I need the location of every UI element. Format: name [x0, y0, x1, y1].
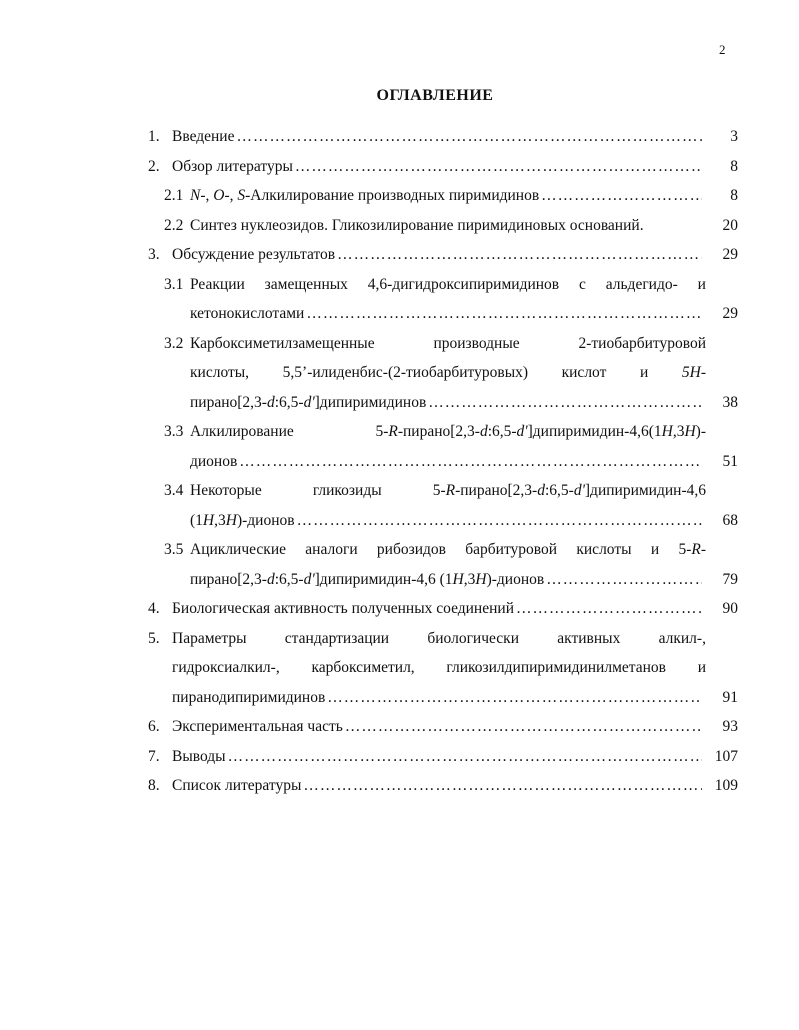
toc-entry-title: Выводы [172, 747, 226, 765]
dot-leader [303, 777, 702, 795]
toc-entry-page: 20 [722, 216, 738, 234]
toc-entry-title: Обзор литературы [172, 157, 293, 175]
toc-entry-5-cont2[interactable] [148, 689, 738, 719]
toc-entry-number: 3.1 [164, 275, 184, 293]
toc-entry-page: 109 [714, 777, 738, 794]
toc-entry-3[interactable] [148, 246, 738, 276]
toc-entry-2[interactable] [148, 158, 738, 188]
toc-entry-title: Алкилирование 5-R-пирано[2,3-d:6,5-d']дипиримидин-4,6(1H,3H)- [190, 423, 706, 440]
toc-entry-title-cont: кетонокислотами [190, 305, 305, 322]
dot-leader [295, 158, 702, 176]
toc-entry-number: 3. [148, 246, 160, 263]
table-of-contents [148, 128, 738, 807]
toc-entry-number: 5. [148, 629, 160, 647]
toc-entry-3-3[interactable] [148, 423, 738, 453]
toc-entry-title: Некоторые гликозиды 5-R-пирано[2,3-d:6,5-d']дипиримидин-4,6 [190, 482, 706, 499]
toc-entry-title-cont: пирано[2,3-d:6,5-d']дипиримидинов [190, 393, 427, 411]
toc-entry-number: 8. [148, 777, 160, 794]
toc-entry-3-2-cont2[interactable] [148, 394, 738, 424]
dot-leader [345, 718, 702, 736]
dot-leader [428, 394, 702, 412]
toc-entry-title: Реакции замещенных 4,6-дигидроксипиримидинов с альдегидо- и [190, 275, 706, 293]
toc-entry-number: 3.3 [164, 423, 184, 440]
toc-entry-number: 3.2 [164, 334, 184, 352]
toc-entry-page: 68 [722, 511, 738, 529]
toc-entry-3-2-cont[interactable] [148, 364, 738, 394]
toc-entry-3-5-cont[interactable] [148, 571, 738, 601]
toc-entry-3-4[interactable] [148, 482, 738, 512]
toc-entry-5-cont[interactable] [148, 659, 738, 689]
toc-entry-2-1[interactable] [148, 187, 738, 217]
dot-leader [541, 187, 702, 205]
toc-entry-title: Биологическая активность полученных соединений [172, 600, 514, 617]
toc-entry-title: Введение [172, 128, 235, 145]
page-title: ОГЛАВЛЕНИЕ [376, 87, 494, 104]
toc-entry-number: 7. [148, 747, 160, 765]
toc-entry-page: 38 [722, 393, 738, 411]
toc-entry-title: Экспериментальная часть [172, 718, 343, 735]
toc-entry-6[interactable] [148, 718, 738, 748]
toc-entry-3-3-cont[interactable] [148, 453, 738, 483]
toc-entry-title-cont: (1H,3H)-дионов [190, 511, 295, 529]
toc-entry-number: 3.5 [164, 541, 184, 558]
toc-entry-title: Ациклические аналоги рибозидов барбитуровой кислоты и 5-R- [190, 541, 706, 558]
dot-leader [306, 305, 702, 323]
toc-entry-4[interactable] [148, 600, 738, 630]
toc-entry-page: 79 [722, 570, 738, 588]
toc-entry-number: 6. [148, 718, 160, 735]
toc-entry-title-cont: гидроксиалкил-, карбоксиметил, гликозилдипиримидинилметанов и [172, 659, 706, 676]
toc-entry-page: 29 [722, 246, 738, 263]
toc-entry-page: 90 [722, 600, 738, 617]
toc-entry-5[interactable] [148, 630, 738, 660]
toc-entry-page: 91 [722, 688, 738, 706]
toc-entry-3-2[interactable] [148, 335, 738, 365]
toc-entry-2-2[interactable] [148, 217, 738, 247]
toc-entry-title: N-, O-, S-Алкилирование производных пиримидинов [190, 187, 540, 204]
dot-leader [546, 571, 702, 589]
dot-leader [228, 748, 702, 766]
toc-entry-page: 93 [722, 718, 738, 735]
toc-entry-page: 29 [722, 305, 738, 322]
toc-entry-title: Обсуждение результатов [172, 246, 336, 263]
dot-leader [239, 453, 702, 471]
toc-entry-3-5[interactable] [148, 541, 738, 571]
toc-entry-8[interactable] [148, 777, 738, 807]
toc-entry-page: 8 [730, 187, 738, 204]
toc-entry-1[interactable] [148, 128, 738, 158]
dot-leader [516, 600, 702, 618]
dot-leader [236, 128, 702, 146]
toc-entry-title-cont: дионов [190, 452, 238, 470]
toc-entry-number: 3.4 [164, 482, 184, 499]
toc-entry-title: Синтез нуклеозидов. Гликозилирование пиримидиновых оснований. [190, 216, 644, 234]
toc-entry-3-1-cont[interactable] [148, 305, 738, 335]
toc-entry-7[interactable] [148, 748, 738, 778]
toc-entry-number: 2. [148, 157, 160, 175]
toc-entry-title: Список литературы [172, 777, 302, 794]
toc-entry-page: 51 [722, 452, 738, 470]
dot-leader [327, 689, 702, 707]
toc-entry-title-cont: пирано[2,3-d:6,5-d']дипиримидин-4,6 (1H,3H)-дионов [190, 570, 545, 588]
toc-entry-title-cont: кислоты, 5,5’-илиденбис-(2-тиобарбитуровых) кислот и 5H- [190, 364, 706, 381]
dot-leader [337, 246, 702, 264]
toc-entry-title: Карбоксиметилзамещенные производные 2-тиобарбитуровой [190, 334, 706, 352]
toc-entry-page: 3 [730, 128, 738, 145]
toc-entry-3-1[interactable] [148, 276, 738, 306]
toc-entry-page: 107 [714, 747, 738, 765]
toc-entry-number: 2.2 [164, 216, 184, 234]
toc-entry-3-4-cont[interactable] [148, 512, 738, 542]
toc-entry-number: 4. [148, 600, 160, 617]
dot-leader [297, 512, 702, 530]
toc-entry-number: 2.1 [164, 187, 184, 204]
toc-entry-number: 1. [148, 128, 160, 145]
toc-entry-title-cont: пиранодипиримидинов [172, 688, 326, 706]
page-number: 2 [719, 42, 726, 57]
toc-entry-page: 8 [730, 157, 738, 175]
toc-entry-title: Параметры стандартизации биологически активных алкил-, [172, 629, 706, 647]
